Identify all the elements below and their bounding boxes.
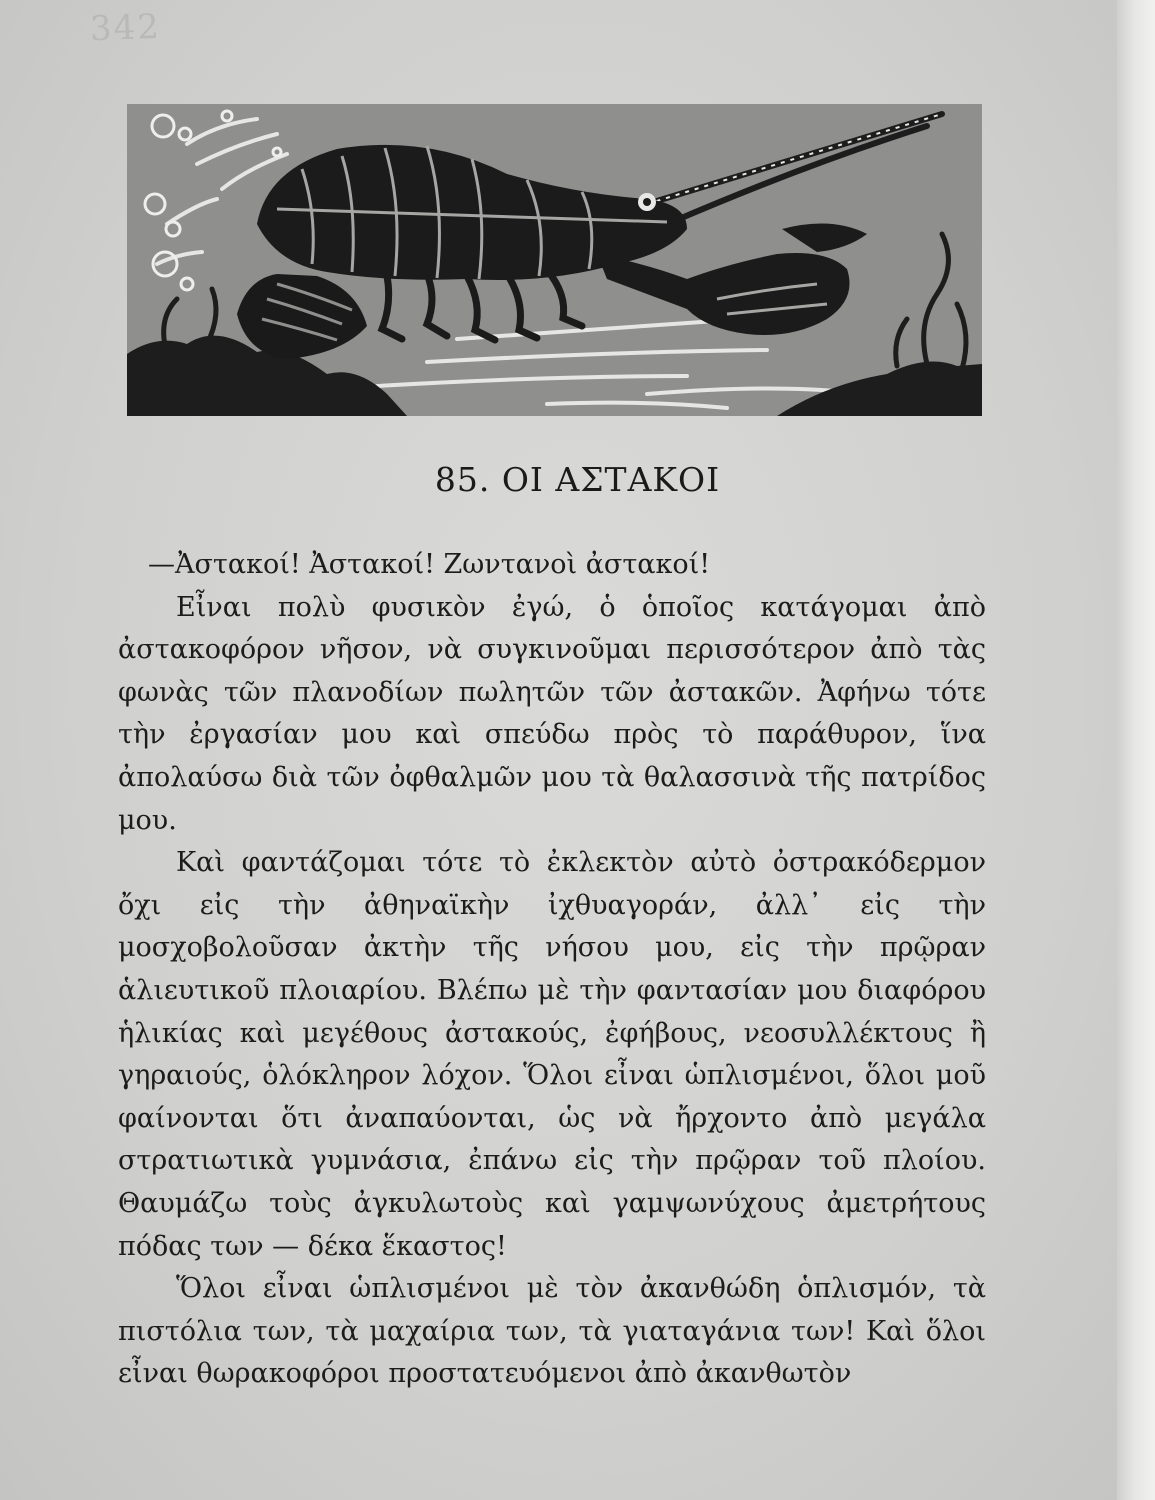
- body-text: [118, 544, 986, 1396]
- lobster-illustration: [127, 104, 982, 416]
- page-edge: [1117, 0, 1155, 1500]
- chapter-title: 85. ΟΙ ΑΣΤΑΚΟΙ: [434, 460, 721, 499]
- paragraph: Καὶ φαντάζομαι τότε τὸ ἐκλεκτὸν αὐτὸ ὀστρακόδερμον ὄχι εἰς τὴν ἀθηναϊκὴν ἰχθυαγοράν, ἀλλ᾽ εἰς τὴν μοσχοβολοῦσαν ἀκτὴν τῆς νήσου μου, εἰς τὴν πρῷραν ἁλιευτικοῦ πλοιαρίου. Βλέπω μὲ τὴν φαντασίαν μου διαφόρου ἡλικίας καὶ μεγέθους ἀστακούς, ἐφήβους, νεοσυλλέκτους ἢ γηραιούς, ὁλόκληρον λόχον. Ὅλοι εἶναι ὡπλισμένοι, ὅλοι μοῦ φαίνονται ὅτι ἀναπαύονται, ὡς νὰ ἤρχοντο ἀπὸ μεγάλα στρατιωτικὰ γυμνάσια, ἐπάνω εἰς τὴν πρῷραν τοῦ πλοίου. Θαυμάζω τοὺς ἀγκυλωτοὺς καὶ γαμψωνύχους ἀμετρήτους πόδας των — δέκα ἕκαστος!: [118, 847, 986, 1262]
- paragraph: Εἶναι πολὺ φυσικὸν ἐγώ, ὁ ὁποῖος κατάγομαι ἀπὸ ἀστακοφόρον νῆσον, νὰ συγκινοῦμαι περισσότερον ἀπὸ τὰς φωνὰς τῶν πλανοδίων πωλητῶν τῶν ἀστακῶν. Ἀφήνω τότε τὴν ἐργασίαν μου καὶ σπεύδω πρὸς τὸ παράθυρον, ἵνα ἀπολαύσω διὰ τῶν ὀφθαλμῶν μου τὰ θαλασσινὰ τῆς πατρίδος μου.: [118, 591, 986, 836]
- page-number: 342: [89, 6, 162, 50]
- opening-exclamation: —Ἀστακοί! Ἀστακοί! Ζωντανοὶ ἀστακοί!: [148, 549, 711, 580]
- paragraph: Ὅλοι εἶναι ὡπλισμένοι μὲ τὸν ἀκανθώδη ὁπλισμόν, τὰ πιστόλια των, τὰ μαχαίρια των, τὰ γιαταγάνια των! Καὶ ὅλοι εἶναι θωρακοφόροι προστατευόμενοι ἀπὸ ἀκανθωτὸν: [118, 1273, 986, 1390]
